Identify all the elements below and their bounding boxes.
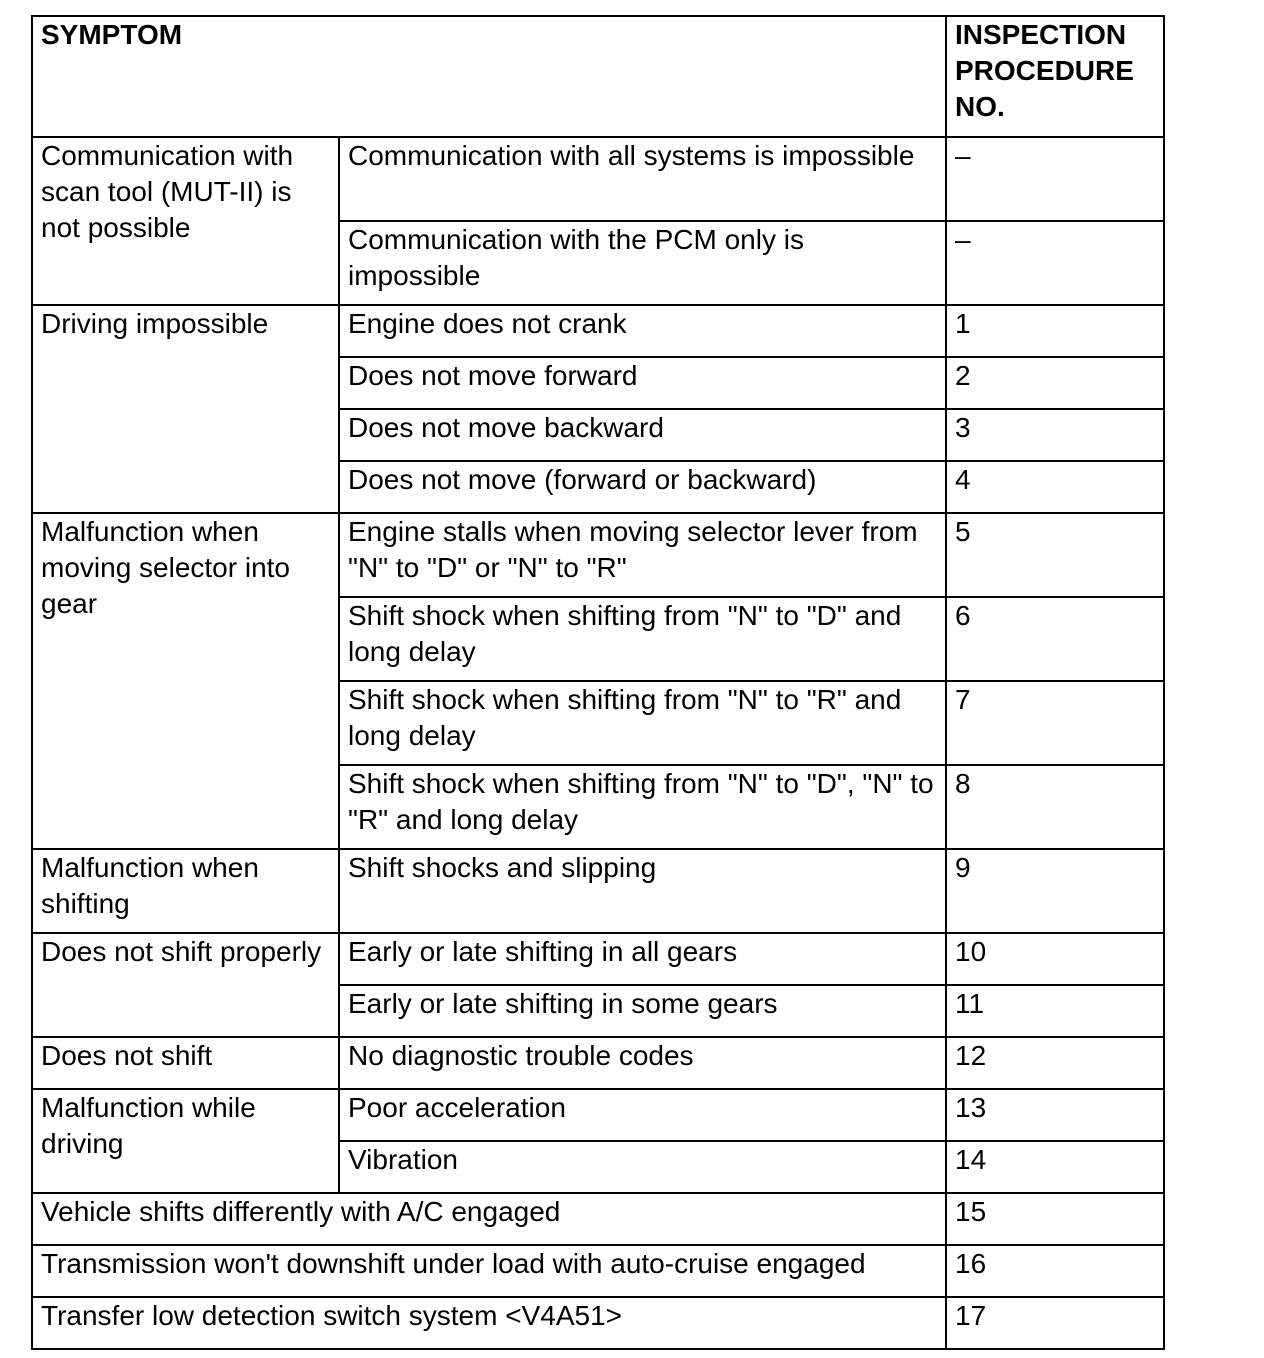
procedure-number: 11 <box>946 985 1164 1037</box>
table-row <box>32 933 1164 985</box>
symptom-detail: Vibration <box>339 1141 946 1193</box>
table-row <box>32 1089 1164 1141</box>
procedure-number: – <box>946 137 1164 221</box>
table-row <box>32 849 1164 933</box>
symptom-detail: No diagnostic trouble codes <box>339 1037 946 1089</box>
table-row <box>32 1297 1164 1349</box>
table-row <box>32 513 1164 597</box>
symptom-detail: Transmission won't downshift under load with auto-cruise engaged <box>32 1245 946 1297</box>
symptom-group: Does not shift properly <box>32 933 339 1037</box>
procedure-number: 14 <box>946 1141 1164 1193</box>
table-row <box>32 305 1164 357</box>
symptom-detail: Engine stalls when moving selector lever from "N" to "D" or "N" to "R" <box>339 513 946 597</box>
procedure-number: 3 <box>946 409 1164 461</box>
table-row <box>32 1245 1164 1297</box>
symptom-detail: Shift shock when shifting from "N" to "R" and long delay <box>339 681 946 765</box>
table-row <box>32 1037 1164 1089</box>
symptom-group: Malfunction when shifting <box>32 849 339 933</box>
table-row <box>32 137 1164 221</box>
symptom-detail: Shift shock when shifting from "N" to "D" and long delay <box>339 597 946 681</box>
symptom-header: SYMPTOM <box>32 16 946 137</box>
procedure-number: 8 <box>946 765 1164 849</box>
symptom-table <box>31 15 1165 1350</box>
symptom-detail: Does not move forward <box>339 357 946 409</box>
symptom-detail: Shift shock when shifting from "N" to "D", "N" to "R" and long delay <box>339 765 946 849</box>
symptom-detail: Shift shocks and slipping <box>339 849 946 933</box>
procedure-number: 4 <box>946 461 1164 513</box>
symptom-detail: Communication with the PCM only is impossible <box>339 221 946 305</box>
symptom-group: Malfunction when moving selector into gear <box>32 513 339 849</box>
procedure-number: 2 <box>946 357 1164 409</box>
symptom-group: Driving impossible <box>32 305 339 513</box>
procedure-number: 10 <box>946 933 1164 985</box>
procedure-number: 9 <box>946 849 1164 933</box>
procedure-number: 7 <box>946 681 1164 765</box>
procedure-number: 17 <box>946 1297 1164 1349</box>
symptom-detail: Communication with all systems is impossible <box>339 137 946 221</box>
symptom-group: Communication with scan tool (MUT-II) is not possible <box>32 137 339 305</box>
procedure-number: – <box>946 221 1164 305</box>
procedure-no-header: INSPECTION PROCEDURE NO. <box>946 16 1164 137</box>
symptom-detail: Transfer low detection switch system <V4A51> <box>32 1297 946 1349</box>
procedure-number: 1 <box>946 305 1164 357</box>
symptom-group: Malfunction while driving <box>32 1089 339 1193</box>
procedure-number: 6 <box>946 597 1164 681</box>
procedure-number: 5 <box>946 513 1164 597</box>
procedure-number: 13 <box>946 1089 1164 1141</box>
symptom-detail: Early or late shifting in some gears <box>339 985 946 1037</box>
header-row <box>32 16 1164 137</box>
symptom-detail: Engine does not crank <box>339 305 946 357</box>
symptom-detail: Does not move (forward or backward) <box>339 461 946 513</box>
symptom-detail: Does not move backward <box>339 409 946 461</box>
table-row <box>32 1193 1164 1245</box>
symptom-group: Does not shift <box>32 1037 339 1089</box>
symptom-detail: Vehicle shifts differently with A/C engaged <box>32 1193 946 1245</box>
procedure-number: 12 <box>946 1037 1164 1089</box>
procedure-number: 16 <box>946 1245 1164 1297</box>
procedure-number: 15 <box>946 1193 1164 1245</box>
symptom-detail: Poor acceleration <box>339 1089 946 1141</box>
symptom-detail: Early or late shifting in all gears <box>339 933 946 985</box>
